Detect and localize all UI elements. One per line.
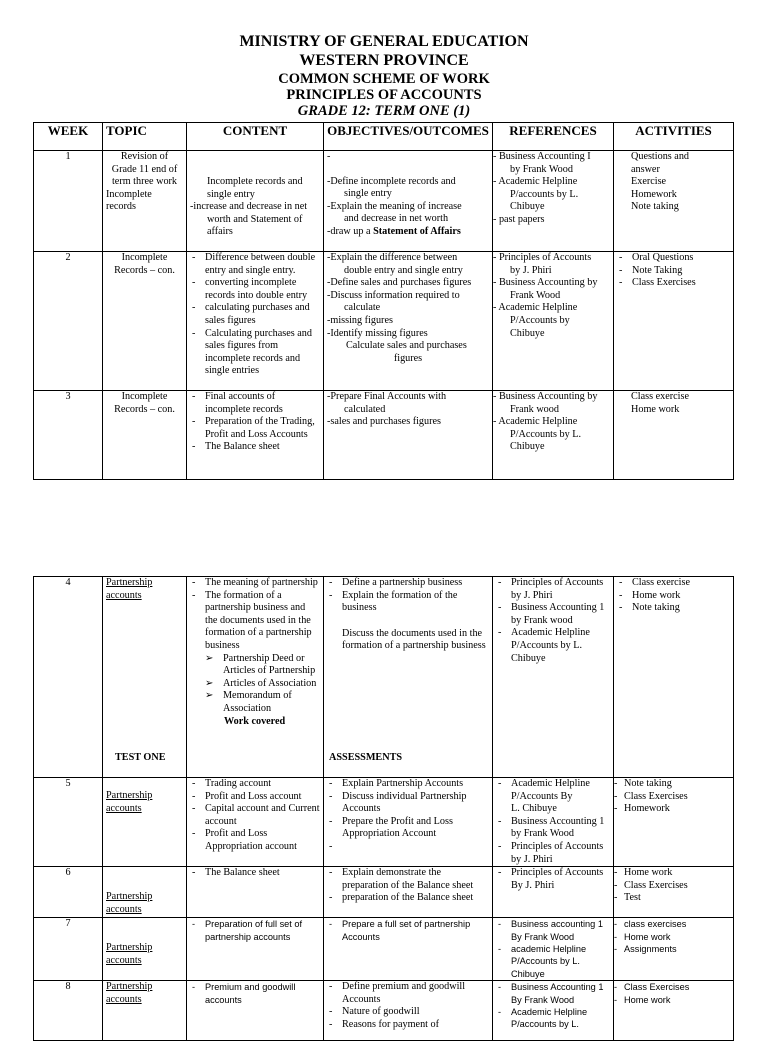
activities-cell bbox=[614, 577, 734, 778]
references-cell bbox=[493, 577, 614, 778]
topic-line: Incomplete bbox=[106, 188, 152, 200]
activity-item: - Class Exercises bbox=[614, 880, 730, 893]
ministry-title: MINISTRY OF GENERAL EDUCATION bbox=[239, 33, 529, 50]
activities-cell bbox=[614, 391, 734, 480]
week-cell: 3 bbox=[34, 391, 103, 480]
topic-line: Records – con. bbox=[114, 264, 175, 276]
topic-line: Partnership bbox=[106, 942, 153, 954]
objectives-list bbox=[327, 778, 489, 841]
objective-line: -Prepare Final Accounts with bbox=[327, 391, 447, 402]
objective-item: - Explain Partnership Accounts bbox=[327, 778, 489, 791]
activity-item: - Home work bbox=[614, 867, 730, 880]
references-list bbox=[496, 918, 610, 980]
objective-item: - Nature of goodwill bbox=[327, 1006, 489, 1019]
objectives-cell bbox=[324, 151, 493, 252]
activity-item: - Class Exercises bbox=[614, 791, 730, 804]
table-row bbox=[34, 577, 734, 778]
topic-line: term three work bbox=[111, 176, 178, 188]
content-item: - Preparation of full set of partnership accounts bbox=[190, 918, 320, 943]
objectives-list bbox=[327, 577, 489, 615]
table-row bbox=[34, 252, 734, 391]
activities-list bbox=[617, 577, 730, 615]
objective-line: - bbox=[327, 151, 331, 162]
objective-line: -Identify missing figures bbox=[327, 327, 428, 339]
objective-item: - Explain the formation of the business bbox=[327, 590, 489, 615]
week-cell: 4 bbox=[34, 577, 103, 778]
activities-cell bbox=[614, 778, 734, 867]
topic-line: records bbox=[106, 201, 136, 213]
content-cell bbox=[187, 981, 324, 1041]
table-row bbox=[34, 918, 734, 981]
document-text: Articles of Association bbox=[223, 677, 317, 689]
activity-item: - Home work bbox=[614, 994, 730, 1006]
table-row bbox=[34, 391, 734, 480]
reference-item: - academic Helpline P/Accounts by L. Chibuye bbox=[496, 943, 610, 980]
objective-line: figures bbox=[393, 352, 423, 364]
topic-line: Partnership bbox=[106, 577, 153, 588]
content-cell bbox=[187, 778, 324, 867]
objective-line: calculate bbox=[344, 302, 381, 314]
documents-list bbox=[205, 653, 320, 716]
content-list bbox=[190, 391, 320, 454]
content-cell bbox=[187, 577, 324, 778]
reference-item: - Academic Helpline P/accounts by L. bbox=[496, 1006, 610, 1031]
topic-cell bbox=[103, 981, 187, 1041]
objective-line: -Define incomplete records and bbox=[327, 175, 456, 187]
objectives-cell bbox=[324, 391, 493, 480]
activities-cell bbox=[614, 252, 734, 391]
objective-item: - Reasons for payment of bbox=[327, 1019, 489, 1032]
objectives-cell bbox=[324, 918, 493, 981]
references-cell bbox=[493, 981, 614, 1041]
references-cell bbox=[493, 867, 614, 918]
activity-item: - Note taking bbox=[614, 778, 730, 791]
topic-line: accounts bbox=[106, 802, 142, 814]
topic-cell bbox=[103, 918, 187, 981]
reference-line: P/accounts by L. bbox=[510, 188, 579, 200]
references-cell bbox=[493, 391, 614, 480]
activity-line: Home work bbox=[631, 403, 680, 415]
content-list bbox=[190, 918, 320, 943]
objective-line: Calculate sales and purchases bbox=[346, 340, 467, 352]
objective-item: - Discuss individual Partnership Accounts bbox=[327, 791, 489, 816]
week-cell: 5 bbox=[34, 778, 103, 867]
table-row bbox=[34, 151, 734, 252]
subject-title: PRINCIPLES OF ACCOUNTS bbox=[286, 87, 482, 103]
activity-item: - Home work bbox=[614, 931, 730, 943]
reference-item: - Principles of Accounts By J. Phiri bbox=[496, 867, 610, 892]
objectives-cell bbox=[324, 778, 493, 867]
activity-item: - Class exercise bbox=[617, 577, 730, 590]
topic-cell bbox=[103, 151, 187, 252]
reference-line: Chibuye bbox=[510, 201, 545, 213]
work-covered-label: Work covered bbox=[224, 715, 286, 727]
reference-item: - Academic Helpline P/Accounts by L. Chibuye bbox=[496, 627, 610, 665]
references-cell bbox=[493, 778, 614, 867]
content-line: worth and Statement of bbox=[207, 213, 303, 225]
activity-line: answer bbox=[631, 163, 660, 175]
col-content: CONTENT bbox=[187, 123, 324, 151]
topic-cell bbox=[103, 867, 187, 918]
assessments-label: ASSESSMENTS bbox=[329, 752, 403, 763]
reference-line: Chibuye bbox=[510, 441, 545, 453]
activity-item: - Oral Questions bbox=[617, 252, 730, 265]
document-text: Partnership Deed or Articles of Partnership bbox=[223, 652, 316, 677]
reference-line: Frank Wood bbox=[510, 289, 561, 301]
week-cell: 1 bbox=[34, 151, 103, 252]
activity-item: - Assignments bbox=[614, 943, 730, 955]
content-list bbox=[190, 867, 320, 880]
table-row bbox=[34, 778, 734, 867]
objectives-list bbox=[327, 867, 489, 905]
objectives-list bbox=[327, 981, 489, 1031]
scheme-table-part-2 bbox=[33, 576, 734, 1041]
reference-line: - Principles of Accounts bbox=[493, 252, 592, 263]
objective-line: -missing figures bbox=[327, 314, 393, 326]
objective-line: -Explain the meaning of increase bbox=[327, 200, 462, 212]
content-list bbox=[190, 252, 320, 378]
document-item bbox=[205, 690, 320, 715]
reference-item: - Academic Helpline P/Accounts By bbox=[496, 778, 610, 803]
activity-item: - Note taking bbox=[617, 602, 730, 615]
reference-item: - Business accounting 1 By Frank Wood bbox=[496, 918, 610, 943]
col-activities: ACTIVITIES bbox=[614, 123, 734, 151]
content-item: - Trading account bbox=[190, 778, 320, 791]
references-list bbox=[496, 816, 610, 866]
reference-line: Frank wood bbox=[510, 403, 559, 415]
reference-line: Chibuye bbox=[510, 327, 545, 339]
topic-line: accounts bbox=[106, 589, 142, 601]
objectives-cell bbox=[324, 981, 493, 1041]
references-list bbox=[496, 867, 610, 892]
topic-line: Grade 11 end of bbox=[111, 163, 178, 175]
activities-list bbox=[614, 867, 730, 905]
topic-cell bbox=[103, 577, 187, 778]
reference-item: - Business Accounting 1 by Frank Wood bbox=[496, 816, 610, 841]
topic-line: Revision of bbox=[120, 151, 169, 162]
references-list bbox=[496, 981, 610, 1031]
references-cell bbox=[493, 918, 614, 981]
content-item: - Preparation of the Trading, Profit and Loss Accounts bbox=[190, 416, 320, 441]
table-header-row bbox=[34, 123, 734, 151]
activities-cell bbox=[614, 867, 734, 918]
content-line: single entry bbox=[207, 188, 255, 200]
activities-list bbox=[614, 918, 730, 955]
objective-text: -draw up a bbox=[327, 225, 374, 237]
content-list bbox=[190, 778, 320, 854]
content-item: - converting incomplete records into double entry bbox=[190, 277, 320, 302]
content-line: Incomplete records and bbox=[207, 176, 303, 187]
table-row bbox=[34, 867, 734, 918]
col-topic: TOPIC bbox=[103, 123, 187, 151]
topic-line: accounts bbox=[106, 903, 142, 915]
reference-line: - past papers bbox=[493, 213, 545, 225]
scheme-title: COMMON SCHEME OF WORK bbox=[278, 71, 490, 87]
activities-list bbox=[617, 252, 730, 290]
topic-cell bbox=[103, 252, 187, 391]
grade-term-title: GRADE 12: TERM ONE (1) bbox=[297, 103, 471, 119]
activities-cell bbox=[614, 151, 734, 252]
col-references: REFERENCES bbox=[493, 123, 614, 151]
test-one-label: TEST ONE bbox=[115, 752, 166, 763]
activity-line: Class exercise bbox=[631, 391, 689, 402]
objective-item: - Prepare the Profit and Loss Appropriation Account bbox=[327, 816, 489, 841]
activities-cell bbox=[614, 981, 734, 1041]
content-item: - calculating purchases and sales figures bbox=[190, 302, 320, 327]
activity-line: Note taking bbox=[631, 201, 679, 213]
content-item: - Capital account and Current account bbox=[190, 803, 320, 828]
reference-item: - Principles of Accounts by J. Phiri bbox=[496, 577, 610, 602]
arrow-bullet-icon: ➢ bbox=[205, 690, 214, 702]
activity-item: - Class Exercises bbox=[614, 981, 730, 993]
topic-line: Partnership bbox=[106, 981, 153, 993]
topic-line: accounts bbox=[106, 954, 142, 966]
content-item: - Final accounts of incomplete records bbox=[190, 391, 320, 416]
reference-item: - Business Accounting 1 by Frank wood bbox=[496, 602, 610, 627]
topic-line: Incomplete bbox=[121, 252, 168, 263]
week-cell: 2 bbox=[34, 252, 103, 391]
content-item: - The formation of a partnership business and the documents used in the formation of a partnership business bbox=[190, 590, 320, 653]
content-list bbox=[190, 981, 320, 1006]
activities-list bbox=[614, 981, 730, 1006]
topic-cell bbox=[103, 391, 187, 480]
activity-line: Homework bbox=[631, 188, 677, 200]
document-text: Memorandum of Association bbox=[223, 690, 292, 714]
objectives-list bbox=[327, 918, 489, 943]
objective-line: -Discuss information required to bbox=[327, 289, 460, 301]
references-list bbox=[496, 778, 610, 803]
content-item: - The Balance sheet bbox=[190, 441, 320, 454]
objective-line: single entry bbox=[344, 188, 392, 200]
week-cell: 7 bbox=[34, 918, 103, 981]
col-objectives: OBJECTIVES/OUTCOMES bbox=[324, 123, 493, 151]
table-row bbox=[34, 981, 734, 1041]
reference-line: - Academic Helpline bbox=[493, 416, 578, 428]
reference-line: - Business Accounting I bbox=[493, 151, 591, 162]
reference-line: - Academic Helpline bbox=[493, 176, 578, 188]
document-item bbox=[205, 653, 320, 678]
reference-item: - Principles of Accounts by J. Phiri bbox=[496, 841, 610, 866]
activity-line: Exercise bbox=[631, 176, 667, 188]
content-cell bbox=[187, 867, 324, 918]
topic-line: Incomplete bbox=[121, 391, 168, 402]
content-item: - Profit and Loss account bbox=[190, 791, 320, 804]
content-cell bbox=[187, 918, 324, 981]
topic-line: Records – con. bbox=[114, 403, 175, 415]
objective-item: - preparation of the Balance sheet bbox=[327, 892, 489, 905]
objective-line: -Define sales and purchases figures bbox=[327, 277, 472, 289]
content-line: affairs bbox=[207, 226, 233, 238]
content-item: - Premium and goodwill accounts bbox=[190, 981, 320, 1006]
activity-line: Questions and bbox=[631, 151, 690, 162]
references-cell bbox=[493, 151, 614, 252]
reference-line: - Academic Helpline bbox=[493, 302, 578, 314]
activity-item: - Test bbox=[614, 892, 730, 905]
arrow-bullet-icon: ➢ bbox=[205, 652, 214, 664]
topic-line: Partnership bbox=[106, 891, 153, 903]
reference-line: - Business Accounting by bbox=[493, 391, 598, 402]
objective-line: calculated bbox=[344, 403, 386, 415]
objective-line: -sales and purchases figures bbox=[327, 416, 442, 428]
week-cell: 6 bbox=[34, 867, 103, 918]
document-item bbox=[205, 678, 320, 691]
reference-line: P/Accounts by bbox=[510, 314, 570, 326]
references-list bbox=[496, 577, 610, 665]
reference-line: by Frank Wood bbox=[510, 163, 573, 175]
reference-line: by J. Phiri bbox=[510, 264, 552, 276]
topic-cell bbox=[103, 778, 187, 867]
references-cell bbox=[493, 252, 614, 391]
objective-line: double entry and single entry bbox=[344, 264, 463, 276]
arrow-bullet-icon: ➢ bbox=[205, 677, 214, 689]
objective-line: and decrease in net worth bbox=[344, 213, 449, 225]
objective-line: -Explain the difference between bbox=[327, 252, 458, 263]
reference-item: - Business Accounting 1 By Frank Wood bbox=[496, 981, 610, 1006]
reference-line: L. Chibuye bbox=[511, 803, 557, 815]
content-cell bbox=[187, 391, 324, 480]
objective-item: - Prepare a full set of partnership Accounts bbox=[327, 918, 489, 943]
content-item: - Difference between double entry and single entry. bbox=[190, 252, 320, 277]
activity-item: - Class Exercises bbox=[617, 277, 730, 290]
col-week: WEEK bbox=[34, 123, 103, 151]
objectives-cell bbox=[324, 867, 493, 918]
activities-cell bbox=[614, 918, 734, 981]
content-item: - The meaning of partnership bbox=[190, 577, 320, 590]
content-item: - Calculating purchases and sales figures from incomplete records and single entries bbox=[190, 328, 320, 378]
week-cell: 8 bbox=[34, 981, 103, 1041]
objectives-cell bbox=[324, 252, 493, 391]
content-item: - The Balance sheet bbox=[190, 867, 320, 880]
activity-item: - Homework bbox=[614, 803, 730, 816]
activity-item: - Note Taking bbox=[617, 265, 730, 278]
objective-item: - Define premium and goodwill Accounts bbox=[327, 981, 489, 1006]
content-line: -increase and decrease in net bbox=[190, 201, 308, 213]
statement-of-affairs-text: Statement of Affairs bbox=[373, 225, 461, 237]
content-list bbox=[190, 577, 320, 653]
activities-list bbox=[614, 778, 730, 816]
content-item: - Profit and Loss Appropriation account bbox=[190, 828, 320, 853]
objectives-cell bbox=[324, 577, 493, 778]
objective-item: - Define a partnership business bbox=[327, 577, 489, 590]
content-cell bbox=[187, 252, 324, 391]
reference-line: - Business Accounting by bbox=[493, 277, 598, 289]
objective-item: - Explain demonstrate the preparation of the Balance sheet bbox=[327, 867, 489, 892]
scheme-table-part-1 bbox=[33, 122, 734, 480]
reference-line: P/Accounts by L. bbox=[510, 428, 582, 440]
topic-line: Partnership bbox=[106, 790, 153, 801]
content-cell bbox=[187, 151, 324, 252]
objective-extra: Discuss the documents used in the formation of a partnership business bbox=[342, 627, 486, 652]
objective-line bbox=[327, 226, 489, 239]
province-title: WESTERN PROVINCE bbox=[299, 52, 469, 69]
activity-item: - Home work bbox=[617, 590, 730, 603]
topic-line: accounts bbox=[106, 993, 142, 1005]
activity-item: - class exercises bbox=[614, 918, 730, 930]
